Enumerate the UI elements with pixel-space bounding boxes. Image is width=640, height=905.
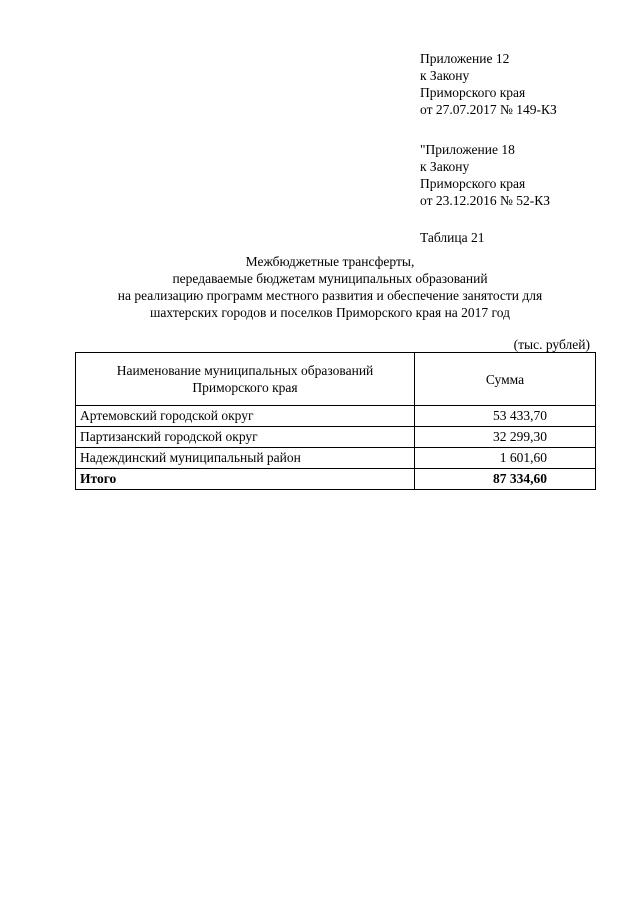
appendix-current-line: Приморского края (420, 85, 526, 100)
appendix-original-line: к Закону (420, 159, 470, 174)
header-municipality: Наименование муниципальных образований Приморского края (76, 353, 415, 406)
table-row (76, 406, 596, 427)
appendix-original-line: "Приложение 18 (420, 142, 515, 157)
title-line: передаваемые бюджетам муниципальных образований (172, 271, 488, 286)
appendix-current-line: Приложение 12 (420, 51, 510, 66)
title-line: на реализацию программ местного развития и обеспечение занятости для (117, 288, 543, 303)
table-row (76, 448, 596, 469)
table-header-row (76, 353, 596, 406)
total-label: Итого (76, 469, 415, 490)
cell-amount: 53 433,70 (415, 406, 596, 427)
table-row (76, 427, 596, 448)
cell-municipality: Артемовский городской округ (76, 406, 415, 427)
appendix-original-block (420, 141, 630, 209)
cell-municipality: Надеждинский муниципальный район (76, 448, 415, 469)
title-line: шахтерских городов и поселков Приморского края на 2017 год (150, 305, 510, 320)
total-amount: 87 334,60 (415, 469, 596, 490)
cell-amount: 1 601,60 (415, 448, 596, 469)
appendix-original-line: Приморского края (420, 176, 526, 191)
total-row (76, 469, 596, 490)
appendix-current-line: к Закону (420, 68, 470, 83)
header-amount: Сумма (415, 353, 596, 406)
transfers-table (75, 352, 596, 490)
appendix-original-line: от 23.12.2016 № 52-КЗ (420, 193, 550, 208)
cell-municipality: Партизанский городской округ (76, 427, 415, 448)
appendix-current-block (420, 50, 630, 118)
table-number-label: Таблица 21 (420, 230, 485, 245)
title-line: Межбюджетные трансферты, (245, 254, 415, 269)
cell-amount: 32 299,30 (415, 427, 596, 448)
document-title (60, 253, 600, 321)
units-label: (тыс. рублей) (513, 337, 590, 352)
appendix-current-line: от 27.07.2017 № 149-КЗ (420, 102, 557, 117)
